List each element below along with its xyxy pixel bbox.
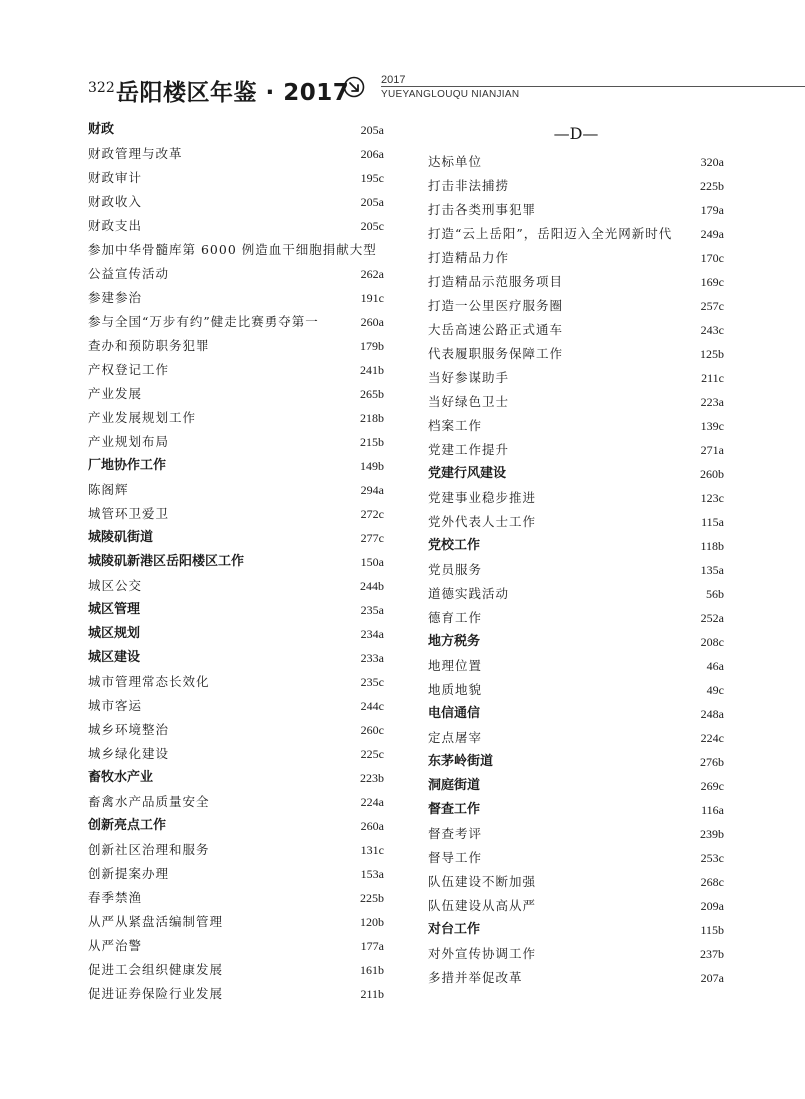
index-page-ref: 46a [706, 659, 724, 673]
index-entry [428, 726, 724, 750]
index-term: 城乡环境整治 [88, 722, 170, 737]
index-term: 当好绿色卫士 [428, 394, 510, 409]
index-entry [428, 366, 724, 390]
index-page-ref: 205a [360, 195, 384, 209]
index-entry [88, 574, 384, 598]
index-entry [428, 222, 724, 246]
index-page-ref: 161b [360, 963, 384, 977]
index-term: 党外代表人士工作 [428, 514, 537, 529]
index-entry [428, 774, 724, 798]
index-entry [88, 910, 384, 934]
index-page-ref: 260c [360, 723, 384, 737]
index-term: 党员服务 [428, 562, 483, 577]
index-page-ref: 271a [700, 443, 724, 457]
index-page-ref: 115a [701, 515, 724, 529]
index-term: 陈阁辉 [88, 482, 129, 497]
index-page-ref: 269c [700, 779, 724, 793]
index-term: 产业发展规划工作 [88, 410, 197, 425]
index-entry [88, 502, 384, 526]
index-entry [88, 382, 384, 406]
index-term: 地质地貌 [428, 682, 483, 697]
index-entry [88, 526, 384, 550]
index-page-ref: 205c [360, 219, 384, 233]
index-term: 城市管理常态长效化 [88, 674, 210, 689]
index-entry [428, 702, 724, 726]
index-term: 党建行风建设 [428, 466, 507, 481]
index-page-ref: 120b [360, 915, 384, 929]
index-page-ref: 115b [700, 923, 724, 937]
index-page-ref: 223b [360, 771, 384, 785]
index-page-ref: 260b [700, 467, 724, 481]
index-page-ref: 235a [360, 603, 384, 617]
index-page-ref: 131c [360, 843, 384, 857]
index-entry [428, 414, 724, 438]
index-entry [428, 750, 724, 774]
index-term: 督查工作 [428, 802, 481, 817]
index-term: 城乡绿化建设 [88, 746, 170, 761]
index-page-ref: 234a [360, 627, 384, 641]
index-term: 春季禁渔 [88, 890, 143, 905]
index-entry [88, 454, 384, 478]
index-entry [428, 342, 724, 366]
index-page-ref: 118b [700, 539, 724, 553]
index-entry [88, 406, 384, 430]
index-page-ref: 206a [360, 147, 384, 161]
circle-arrow-down-right-icon [343, 76, 365, 98]
index-page-ref: 233a [360, 651, 384, 665]
header-rule [381, 86, 805, 87]
index-entry [88, 118, 384, 142]
index-page-ref: 179a [700, 203, 724, 217]
index-page-ref: 207a [700, 971, 724, 985]
index-column-left [88, 118, 384, 1006]
index-entry [88, 214, 384, 238]
index-entry [428, 198, 724, 222]
book-title: 岳阳楼区年鉴 · 2017 [116, 80, 350, 106]
index-entry [428, 510, 724, 534]
index-page-ref: 211c [701, 371, 724, 385]
index-page-ref: 252a [700, 611, 724, 625]
index-page-ref: 257c [700, 299, 724, 313]
index-entry [88, 958, 384, 982]
index-entry [88, 598, 384, 622]
index-term: 财政管理与改革 [88, 146, 183, 161]
index-term: 公益宣传活动 [88, 266, 170, 281]
index-term: 电信通信 [428, 706, 481, 721]
index-term: 产业规划布局 [88, 434, 170, 449]
index-page-ref: 116a [701, 803, 724, 817]
index-entry [88, 286, 384, 310]
index-page-ref: 169c [700, 275, 724, 289]
index-entry [88, 310, 384, 334]
index-entry [88, 430, 384, 454]
index-page-ref: 248a [700, 707, 724, 721]
index-term: 城陵矶新港区岳阳楼区工作 [88, 554, 245, 569]
index-entry [428, 846, 724, 870]
index-page-ref: 153a [360, 867, 384, 881]
index-page-ref: 260a [360, 315, 384, 329]
index-term: 从严从紧盘活编制管理 [88, 914, 224, 929]
index-page-ref: 244b [360, 579, 384, 593]
index-list-right [428, 150, 724, 990]
index-term: 创新社区治理和服务 [88, 842, 210, 857]
index-page-ref: 265b [360, 387, 384, 401]
index-entry [88, 886, 384, 910]
index-page-ref: 225b [700, 179, 724, 193]
index-page-ref: 125b [700, 347, 724, 361]
index-entry [88, 334, 384, 358]
index-term: 打击各类刑事犯罪 [428, 202, 537, 217]
index-page-ref: 135a [700, 563, 724, 577]
index-entry [428, 654, 724, 678]
index-page-ref: 262a [360, 267, 384, 281]
index-page-ref: 224a [360, 795, 384, 809]
index-term: 城区建设 [88, 650, 141, 665]
index-page-ref: 215b [360, 435, 384, 449]
index-entry [428, 582, 724, 606]
index-entry [88, 742, 384, 766]
index-entry [88, 718, 384, 742]
index-page-ref: 150a [360, 555, 384, 569]
index-term: 参与全国“万步有约”健走比赛勇夺第一 [88, 314, 319, 329]
index-entry [88, 550, 384, 574]
index-term: 打造精品示范服务项目 [428, 274, 564, 289]
index-column-right [428, 118, 724, 990]
index-page-ref: 243c [700, 323, 724, 337]
index-entry [88, 190, 384, 214]
index-entry [428, 270, 724, 294]
index-entry [88, 238, 384, 262]
index-page-ref: 241b [360, 363, 384, 377]
index-page-ref: 223a [700, 395, 724, 409]
index-term: 城区公交 [88, 578, 143, 593]
index-term: 城区管理 [88, 602, 141, 617]
index-term: 财政收入 [88, 194, 143, 209]
index-term: 参建参治 [88, 290, 143, 305]
index-term: 地方税务 [428, 634, 481, 649]
index-term: 厂地协作工作 [88, 458, 167, 473]
index-page-ref: 225b [360, 891, 384, 905]
index-term: 畜牧水产业 [88, 770, 154, 785]
index-term: 从严治警 [88, 938, 143, 953]
index-term: 定点屠宰 [428, 730, 483, 745]
index-term: 城市客运 [88, 698, 143, 713]
index-page-ref: 272c [360, 507, 384, 521]
index-page-ref: 277c [360, 531, 384, 545]
index-entry [428, 606, 724, 630]
index-term: 打造一公里医疗服务圈 [428, 298, 564, 313]
index-term: 产权登记工作 [88, 362, 170, 377]
index-term: 城区规划 [88, 626, 141, 641]
index-page-ref: 170c [700, 251, 724, 265]
index-entry [428, 246, 724, 270]
index-page-ref: 149b [360, 459, 384, 473]
index-entry [88, 670, 384, 694]
index-page-ref: 253c [700, 851, 724, 865]
index-term: 党建事业稳步推进 [428, 490, 537, 505]
index-entry [88, 790, 384, 814]
index-term: 财政审计 [88, 170, 143, 185]
index-entry [88, 694, 384, 718]
index-page-ref: 209a [700, 899, 724, 913]
index-term: 大岳高速公路正式通车 [428, 322, 564, 337]
index-term: 打击非法捕捞 [428, 178, 510, 193]
index-term: 产业发展 [88, 386, 143, 401]
index-entry [428, 894, 724, 918]
index-entry [428, 534, 724, 558]
index-page-ref: 276b [700, 755, 724, 769]
index-term: 打造精品力作 [428, 250, 510, 265]
index-entry [88, 358, 384, 382]
index-term: 东茅岭街道 [428, 754, 494, 769]
index-page-ref: 235c [360, 675, 384, 689]
index-entry [88, 646, 384, 670]
index-page-ref: 225c [360, 747, 384, 761]
index-page-ref: 139c [700, 419, 724, 433]
index-term: 党建工作提升 [428, 442, 510, 457]
index-entry [428, 942, 724, 966]
index-entry [428, 798, 724, 822]
index-term: 促进证券保险行业发展 [88, 986, 224, 1001]
index-term: 党校工作 [428, 538, 481, 553]
index-entry [88, 166, 384, 190]
index-entry [88, 862, 384, 886]
section-letter-d: —D— [553, 124, 599, 143]
index-entry [428, 870, 724, 894]
page-header [0, 62, 805, 112]
index-entry [428, 486, 724, 510]
index-entry [428, 150, 724, 174]
index-term: 队伍建设不断加强 [428, 874, 537, 889]
index-term: 德育工作 [428, 610, 483, 625]
index-entry [428, 462, 724, 486]
header-year: 2017 [381, 74, 406, 86]
index-term: 对外宣传协调工作 [428, 946, 537, 961]
index-entry [428, 558, 724, 582]
index-page-ref: 49c [706, 683, 724, 697]
index-term: 地理位置 [428, 658, 483, 673]
index-entry [428, 294, 724, 318]
index-page-ref: 249a [700, 227, 724, 241]
index-term: 队伍建设从高从严 [428, 898, 537, 913]
index-term: 洞庭街道 [428, 778, 481, 793]
index-term: 畜禽水产品质量安全 [88, 794, 210, 809]
index-entry [428, 174, 724, 198]
index-page-ref: 268c [700, 875, 724, 889]
index-entry [88, 838, 384, 862]
index-page-ref: 294a [360, 483, 384, 497]
index-term: 城管环卫爱卫 [88, 506, 170, 521]
index-page-ref: 208c [700, 635, 724, 649]
index-term: 促进工会组织健康发展 [88, 962, 224, 977]
index-entry [428, 966, 724, 990]
index-entry [88, 982, 384, 1006]
header-pinyin: YUEYANGLOUQU NIANJIAN [381, 89, 520, 100]
index-page-ref: 218b [360, 411, 384, 425]
index-term: 查办和预防职务犯罪 [88, 338, 210, 353]
index-page-ref: 237b [700, 947, 724, 961]
index-page-ref: 224c [700, 731, 724, 745]
index-page-ref: 205a [360, 123, 384, 137]
index-entry [428, 918, 724, 942]
index-term: 当好参谋助手 [428, 370, 510, 385]
index-entry [88, 766, 384, 790]
index-page-ref: 320a [700, 155, 724, 169]
index-entry [428, 678, 724, 702]
index-page-ref: 191c [360, 291, 384, 305]
index-entry [88, 478, 384, 502]
index-term: 打造“云上岳阳”，岳阳迈入全光网新时代 [428, 226, 673, 241]
index-term: 督查考评 [428, 826, 483, 841]
index-page-ref: 177a [360, 939, 384, 953]
index-term: 代表履职服务保障工作 [428, 346, 564, 361]
index-entry [428, 318, 724, 342]
index-term: 达标单位 [428, 154, 483, 169]
index-term: 财政支出 [88, 218, 143, 233]
index-page-ref: 179b [360, 339, 384, 353]
index-term: 创新亮点工作 [88, 818, 167, 833]
index-term: 多措并举促改革 [428, 970, 523, 985]
index-entry [88, 142, 384, 166]
page-number: 322 [88, 80, 115, 96]
index-entry [88, 622, 384, 646]
index-entry [428, 438, 724, 462]
index-term: 创新提案办理 [88, 866, 170, 881]
index-entry [88, 262, 384, 286]
index-page-ref: 123c [700, 491, 724, 505]
index-page-ref: 211b [360, 987, 384, 1001]
index-page-ref: 195c [360, 171, 384, 185]
index-term: 督导工作 [428, 850, 483, 865]
index-term: 参加中华骨髓库第 6000 例造血干细胞捐献大型 [88, 242, 377, 257]
index-term: 道德实践活动 [428, 586, 510, 601]
index-page-ref: 244c [360, 699, 384, 713]
index-term: 档案工作 [428, 418, 483, 433]
index-page-ref: 56b [706, 587, 724, 601]
index-page-ref: 239b [700, 827, 724, 841]
index-entry [428, 390, 724, 414]
index-page-ref: 260a [360, 819, 384, 833]
index-entry [428, 822, 724, 846]
index-entry [88, 814, 384, 838]
index-term: 对台工作 [428, 922, 481, 937]
index-entry [88, 934, 384, 958]
index-term: 财政 [88, 122, 115, 137]
index-term: 城陵矶街道 [88, 530, 154, 545]
index-entry [428, 630, 724, 654]
